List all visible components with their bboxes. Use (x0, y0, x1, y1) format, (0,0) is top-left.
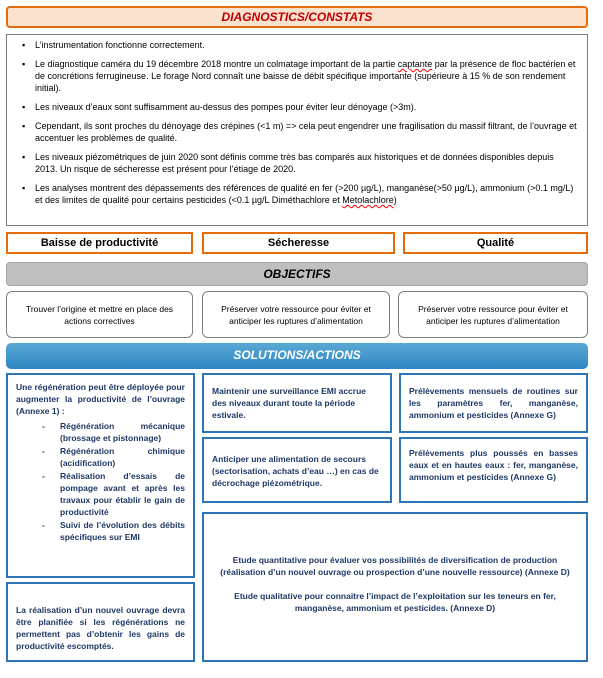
backup-supply-text: Anticiper une alimentation de secours (sectorisation, achats d’eau …) en cas de décrochage piézométrique. (212, 454, 379, 488)
diagnostic-item: ▪ Les analyses montrent des dépassements des références de qualité en fer (>200 µg/L), manganèse(>50 µg/L), ammonium (>0.1 mg/L) et des limites de qualité pour certains pesticides (<0.1 µg/L Diméthachlore et Metolachlore) (35, 182, 577, 206)
backup-supply-box (202, 437, 392, 503)
solutions-header: SOLUTIONS/ACTIONS (6, 343, 588, 369)
diagnostics-list (6, 34, 588, 226)
new-well-text: La réalisation d’un nouvel ouvrage devra être planifiée si les régénérations ne permettent pas d’obtenir les gains de productivité escomptés. (16, 605, 185, 651)
extended-sampling-box (399, 437, 588, 503)
extended-sampling-text: Prélèvements plus poussés en basses eaux et en hautes eaux : fer, manganèse, ammonium et pesticides (Annexe G) (409, 448, 578, 482)
qualitative-study-text: Etude qualitative pour connaitre l’impact de l’exploitation sur les teneurs en fer, manganèse, ammonium et pesticides. (Annexe D) (234, 591, 556, 613)
emi-monitoring-text: Maintenir une surveillance EMI accrue des niveaux durant toute la période estivale. (212, 386, 367, 420)
diagnostic-item: ▪ Les niveaux d’eaux sont suffisamment au-dessus des pompes pour éviter leur dénoyage (>3m). (35, 101, 577, 113)
monthly-sampling-text: Prélèvements mensuels de routines sur les paramètres fer, manganèse, ammonium et pesticides (Annexe G) (409, 386, 578, 420)
diagnostic-item: ▪ Le diagnostique caméra du 19 décembre 2018 montre un colmatage important de la partie captante par la présence de floc bactérien et de concrétions ferrugineuse. Le forage Nord connaît une baisse de débit spécifique importante (supérieure à 15 % de son rendement initial). (35, 58, 577, 94)
issue-quality: Qualité (403, 232, 588, 254)
diagnostics-header: DIAGNOSTICS/CONSTATS (6, 6, 588, 28)
regeneration-item: - Réalisation d’essais de pompage avant et après les travaux pour établir le gain de productivité (60, 470, 185, 518)
objectives-header: OBJECTIFS (6, 262, 588, 286)
objective-productivity: Trouver l’origine et mettre en place des actions correctives (6, 291, 193, 338)
emi-monitoring-box (202, 373, 392, 433)
regeneration-box (6, 373, 195, 578)
issue-productivity: Baisse de productivité (6, 232, 193, 254)
regeneration-item: - Suivi de l’évolution des débits spécifiques sur EMI (60, 519, 185, 543)
diagnostic-item: ▪ Les niveaux piézométriques de juin 2020 sont définis comme très bas comparés aux historiques et de données disponibles depuis 2013. Un risque de sécheresse est présent pour l’étiage de 2020. (35, 151, 577, 175)
objective-quality: Préserver votre ressource pour éviter et anticiper les ruptures d’alimentation (398, 291, 588, 338)
objective-drought: Préserver votre ressource pour éviter et anticiper les ruptures d’alimentation (202, 291, 390, 338)
monthly-sampling-box (399, 373, 588, 433)
regeneration-item: - Régénération chimique (acidification) (60, 445, 185, 469)
regeneration-item: - Régénération mécanique (brossage et pistonnage) (60, 420, 185, 444)
diagnostic-item: ▪ Cependant, ils sont proches du dénoyage des crépines (<1 m) => cela peut engendrer une fragilisation du massif filtrant, de l’ouvrage et accentuer les problèmes de qualité. (35, 120, 577, 144)
diagnostic-item: ▪ L’instrumentation fonctionne correctement. (35, 39, 577, 51)
issue-drought: Sécheresse (202, 232, 395, 254)
new-well-box (6, 582, 195, 662)
studies-box (202, 512, 588, 662)
regeneration-intro: Une régénération peut être déployée pour augmenter la productivité de l’ouvrage (Annexe 1) : (16, 382, 185, 416)
quantitative-study-text: Etude quantitative pour évaluer vos possibilités de diversification de production (réalisation d’un nouvel ouvrage ou prospection d’une nouvelle ressource) (Annexe D) (220, 555, 570, 577)
